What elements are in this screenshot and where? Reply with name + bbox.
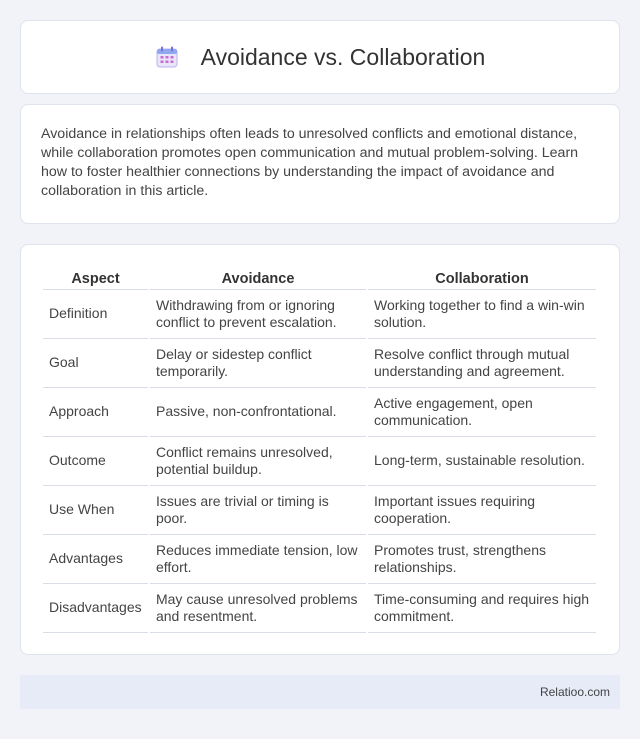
- calendar-icon: [155, 45, 179, 69]
- aspect-cell: Definition: [43, 290, 148, 339]
- collaboration-cell: Resolve conflict through mutual understanding and agreement.: [368, 339, 596, 388]
- table-row: [43, 339, 596, 388]
- title-card: [20, 20, 620, 94]
- collaboration-cell: Active engagement, open communication.: [368, 388, 596, 437]
- aspect-cell: Disadvantages: [43, 584, 148, 633]
- aspect-cell: Advantages: [43, 535, 148, 584]
- column-header-aspect: Aspect: [43, 265, 148, 290]
- avoidance-cell: Conflict remains unresolved, potential buildup.: [150, 437, 366, 486]
- comparison-card: [20, 244, 620, 655]
- comparison-table: [41, 265, 598, 633]
- page-title: Avoidance vs. Collaboration: [200, 43, 486, 70]
- collaboration-cell: Working together to find a win-win solution.: [368, 290, 596, 339]
- table-row: [43, 437, 596, 486]
- table-row: [43, 486, 596, 535]
- collaboration-cell: Promotes trust, strengthens relationships.: [368, 535, 596, 584]
- intro-card: [20, 104, 620, 224]
- collaboration-cell: Important issues requiring cooperation.: [368, 486, 596, 535]
- avoidance-cell: Issues are trivial or timing is poor.: [150, 486, 366, 535]
- footer-bar: [20, 675, 620, 709]
- avoidance-cell: Passive, non-confrontational.: [150, 388, 366, 437]
- collaboration-cell: Time-consuming and requires high commitment.: [368, 584, 596, 633]
- table-row: [43, 535, 596, 584]
- avoidance-cell: Delay or sidestep conflict temporarily.: [150, 339, 366, 388]
- table-row: [43, 584, 596, 633]
- avoidance-cell: Reduces immediate tension, low effort.: [150, 535, 366, 584]
- aspect-cell: Use When: [43, 486, 148, 535]
- table-row: [43, 388, 596, 437]
- aspect-cell: Outcome: [43, 437, 148, 486]
- collaboration-cell: Long-term, sustainable resolution.: [368, 437, 596, 486]
- table-row: [43, 290, 596, 339]
- avoidance-cell: May cause unresolved problems and resentment.: [150, 584, 366, 633]
- aspect-cell: Goal: [43, 339, 148, 388]
- intro-paragraph: Avoidance in relationships often leads to unresolved conflicts and emotional distance, while collaboration promotes open communication and mutual problem-solving. Learn how to foster healthier connections by understanding the impact of avoidance and collaboration in this article.: [41, 126, 579, 199]
- column-header-collaboration: Collaboration: [368, 265, 596, 290]
- avoidance-cell: Withdrawing from or ignoring conflict to prevent escalation.: [150, 290, 366, 339]
- footer-site-name: Relatioo.com: [539, 685, 610, 699]
- aspect-cell: Approach: [43, 388, 148, 437]
- table-header-row: [43, 265, 596, 290]
- column-header-avoidance: Avoidance: [150, 265, 366, 290]
